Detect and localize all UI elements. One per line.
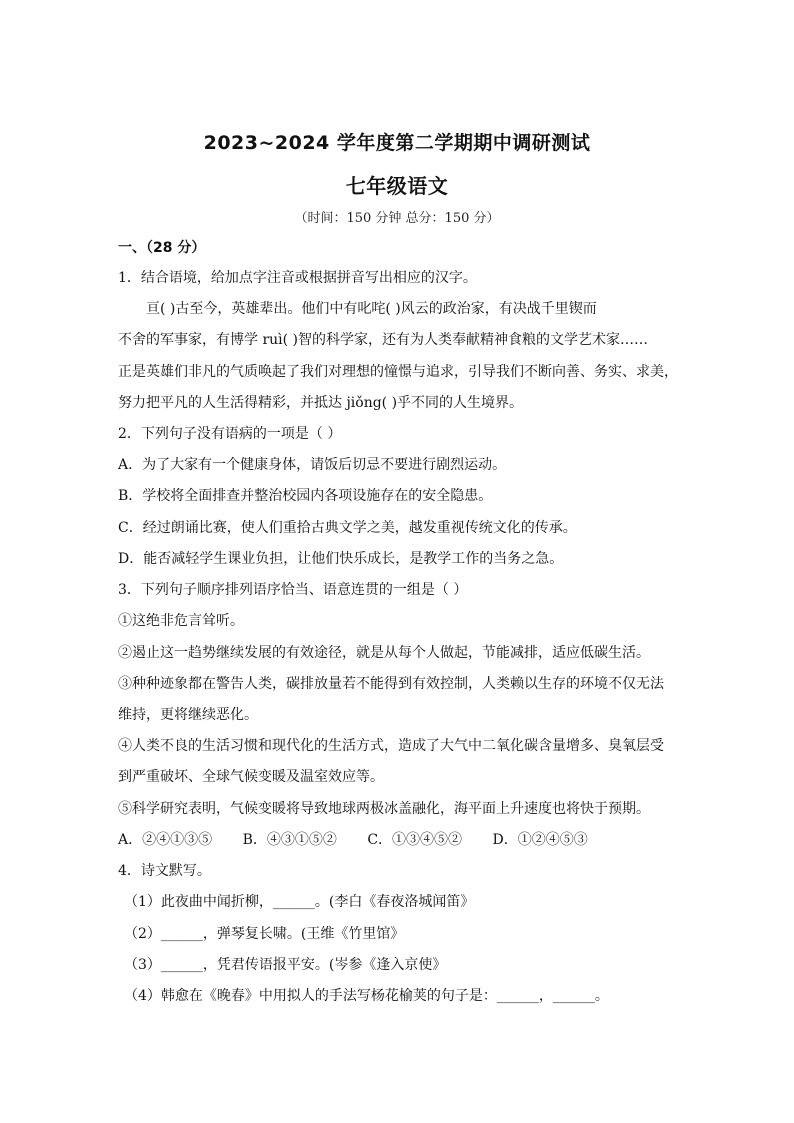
q4-item-1: （1）此夜曲中闻折柳，______。(李白《春夜洛城闻笛》	[124, 894, 475, 910]
q3-option-b: B．④③①⑤②	[242, 832, 337, 848]
q3-sentence-3: ③种种迹象都在警告人类，碳排放量若不能得到有效控制，人类赖以生存的环境不仅无法	[118, 676, 664, 692]
q1-line-4: 努力把平凡的人生活得精彩，并抵达 jiǒng( )乎不同的人生境界。	[118, 395, 524, 411]
q3-stem: 3．下列句子顺序排列语序恰当、语意连贯的一组是（ ）	[118, 582, 468, 598]
q4-item-3: （3）______，凭君传语报平安。(岑参《逢入京使》	[124, 957, 447, 973]
q3-sentence-2: ②遏止这一趋势继续发展的有效途径，就是从每个人做起，节能减排，适应低碳生活。	[118, 645, 650, 661]
q3-options	[118, 830, 698, 850]
exam-title: 2023~2024 学年度第二学期期中调研测试	[203, 132, 591, 154]
q3-option-c: C．①③④⑤②	[367, 832, 463, 848]
q2-option-a: A．为了大家有一个健康身体，请饭后切忌不要进行剧烈运动。	[118, 457, 507, 473]
q3-option-d: D．①②④⑤③	[492, 832, 588, 848]
exam-info: （时间：150 分钟 总分：150 分）	[294, 211, 500, 226]
exam-subject: 七年级语文	[345, 174, 449, 198]
q1-line-3: 正是英雄们非凡的气质唤起了我们对理想的憧憬与追求，引导我们不断向善、务实、求美，	[118, 364, 678, 380]
q3-sentence-4-cont: 到严重破坏、全球气候变暖及温室效应等。	[118, 769, 384, 785]
q3-sentence-1: ①这绝非危言耸听。	[118, 613, 244, 629]
q2-option-b: B．学校将全面排查并整治校园内各项设施存在的安全隐患。	[118, 488, 493, 504]
q3-option-a: A．②④①③⑤	[118, 832, 213, 848]
q4-item-4: （4）韩愈在《晚春》中用拟人的手法写杨花榆荚的句子是：______，______。	[124, 988, 609, 1004]
q1-line-2: 不舍的军事家，有博学 ruì( )智的科学家，还有为人类奉献精神食粮的文学艺术家……	[118, 332, 649, 348]
q4-stem: 4．诗文默写。	[118, 863, 211, 879]
q3-sentence-3-cont: 维持，更将继续恶化。	[118, 707, 258, 723]
section-heading: 一、（28 分）	[118, 240, 206, 256]
q1-stem: 1．结合语境，给加点字注音或根据拼音写出相应的汉字。	[118, 270, 477, 286]
q2-stem: 2．下列句子没有语病的一项是（ ）	[118, 426, 342, 442]
q2-option-d: D．能否减轻学生课业负担，让他们快乐成长，是教学工作的当务之急。	[118, 551, 564, 567]
q4-item-2: （2）______，弹琴复长啸。(王维《竹里馆》	[124, 926, 405, 942]
q2-option-c: C．经过朗诵比赛，使人们重拾古典文学之美，越发重视传统文化的传承。	[118, 520, 577, 536]
q3-sentence-4: ④人类不良的生活习惯和现代化的生活方式，造成了大气中二氧化碳含量增多、臭氧层受	[118, 738, 664, 754]
q1-line-1: 亘( )古至今，英雄辈出。他们中有叱咤( )风云的政治家，有决战千里锲而	[146, 301, 597, 317]
q3-sentence-5: ⑤科学研究表明，气候变暖将导致地球两极冰盖融化，海平面上升速度也将快于预期。	[118, 801, 650, 817]
